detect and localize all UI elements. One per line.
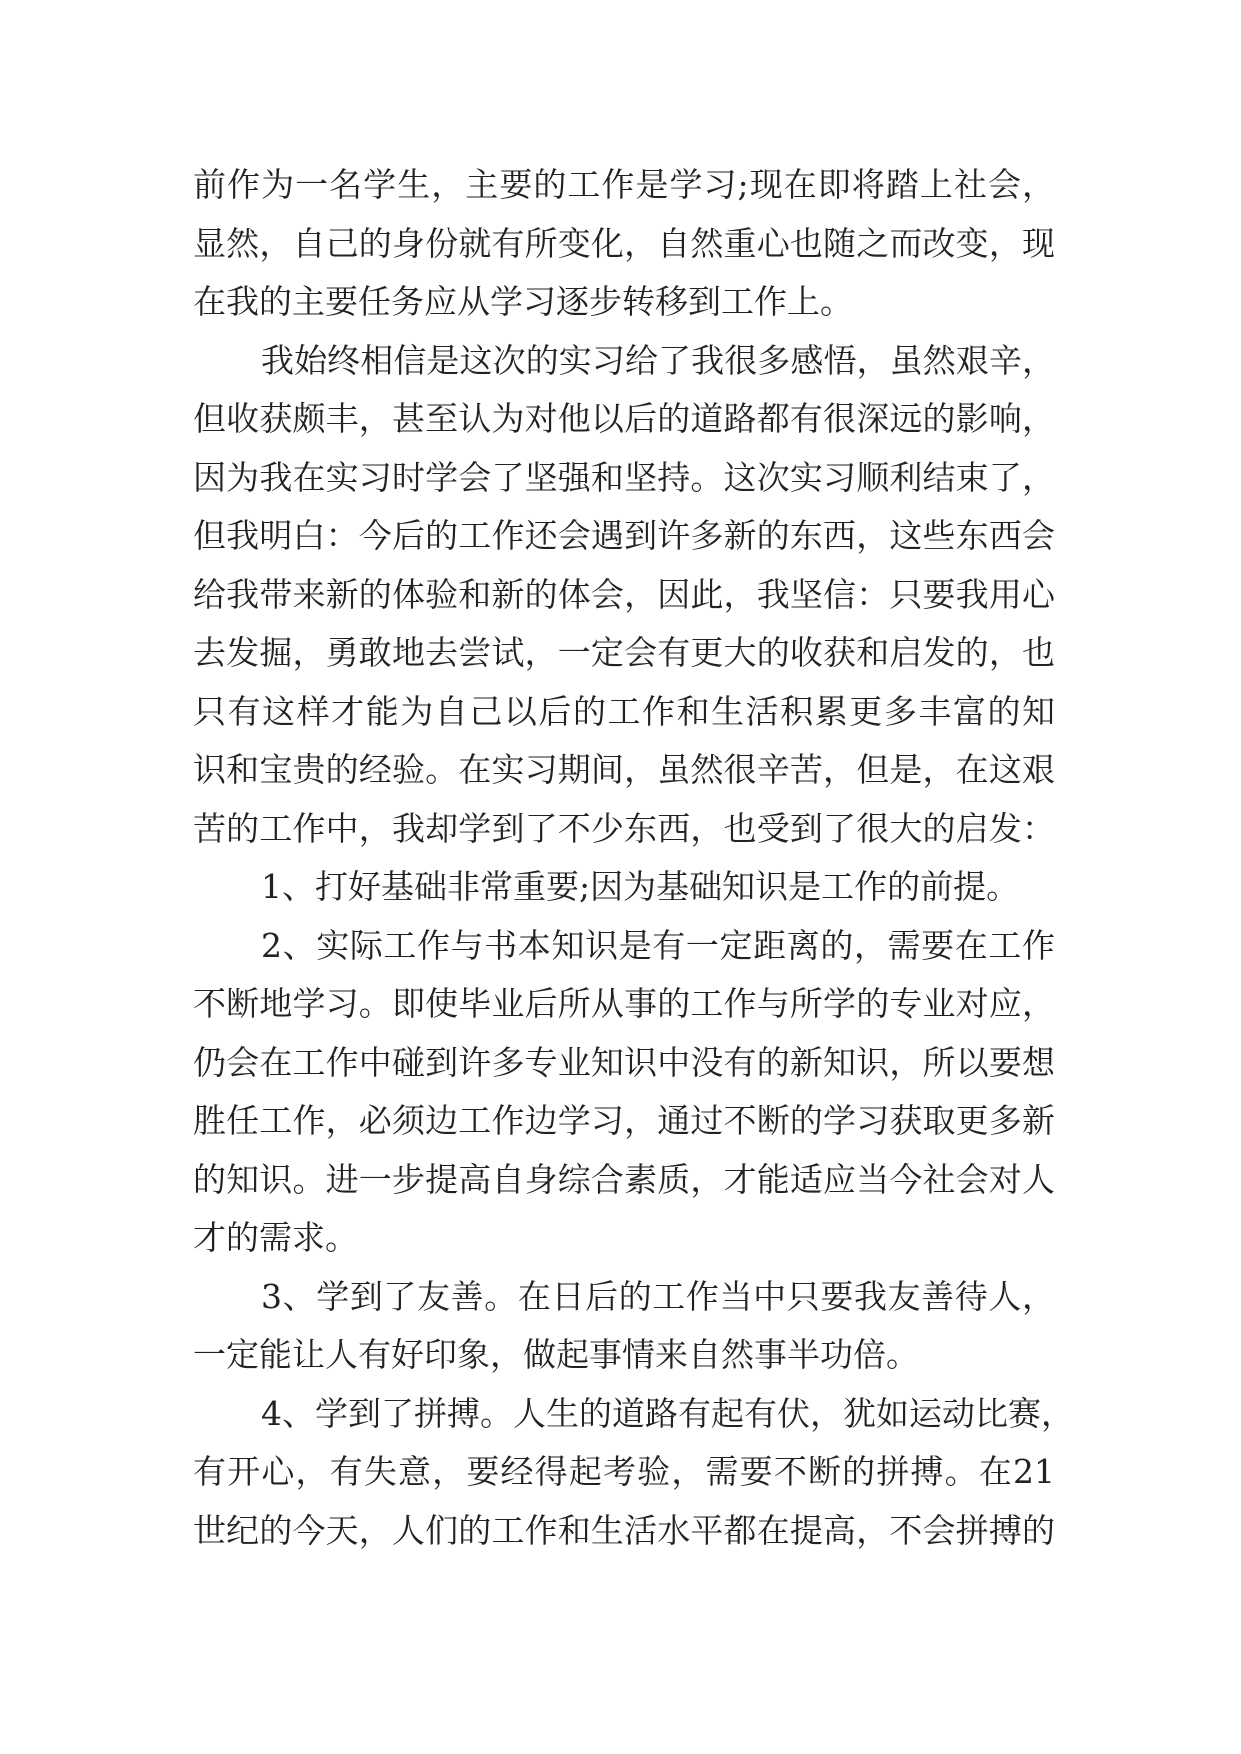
text-line: 3、学到了友善。在日后的工作当中只要我友善待人， (261, 1276, 1055, 1316)
text-line: 世纪的今天，人们的工作和生活水平都在提高，不会拼搏的 (193, 1510, 1055, 1550)
text-line: 但收获颇丰，甚至认为对他以后的道路都有很深远的影响， (193, 399, 1055, 438)
text-line: 有开心，有失意，要经得起考验，需要不断的拼搏。在21 (193, 1452, 1055, 1491)
text-line: 但我明白：今后的工作还会遇到许多新的东西，这些东西会 (193, 516, 1055, 555)
text-line: 一定能让人有好印象，做起事情来自然事半功倍。 (193, 1335, 919, 1374)
text-line: 的知识。进一步提高自身综合素质，才能适应当今社会对人 (193, 1159, 1055, 1199)
text-line: 去发掘，勇敢地去尝试，一定会有更大的收获和启发的，也 (193, 633, 1055, 672)
text-line: 仍会在工作中碰到许多专业知识中没有的新知识，所以要想 (193, 1042, 1055, 1082)
text-line: 因为我在实习时学会了坚强和坚持。这次实习顺利结束了， (193, 457, 1055, 497)
text-line: 才的需求。 (193, 1218, 358, 1257)
text-line: 1、打好基础非常重要;因为基础知识是工作的前提。 (261, 867, 1020, 906)
text-line: 苦的工作中，我却学到了不少东西，也受到了很大的启发： (193, 808, 1055, 848)
text-line: 在我的主要任务应从学习逐步转移到工作上。 (193, 282, 853, 321)
text-line: 给我带来新的体验和新的体会，因此，我坚信：只要我用心 (193, 574, 1055, 614)
text-line: 前作为一名学生，主要的工作是学习;现在即将踏上社会， (193, 165, 1055, 204)
text-line: 不断地学习。即使毕业后所从事的工作与所学的专业对应， (193, 984, 1055, 1023)
text-line: 4、学到了拼搏。人生的道路有起有伏，犹如运动比赛， (261, 1393, 1074, 1433)
text-line: 2、实际工作与书本知识是有一定距离的，需要在工作 (261, 925, 1055, 965)
text-line: 识和宝贵的经验。在实习期间，虽然很辛苦，但是，在这艰 (193, 750, 1055, 789)
text-line: 只有这样才能为自己以后的工作和生活积累更多丰富的知 (193, 691, 1055, 731)
text-line: 显然，自己的身份就有所变化，自然重心也随之而改变，现 (193, 223, 1055, 263)
text-line: 我始终相信是这次的实习给了我很多感悟，虽然艰辛， (261, 340, 1055, 380)
text-line: 胜任工作，必须边工作边学习，通过不断的学习获取更多新 (193, 1101, 1055, 1140)
body-text (193, 156, 1074, 1560)
